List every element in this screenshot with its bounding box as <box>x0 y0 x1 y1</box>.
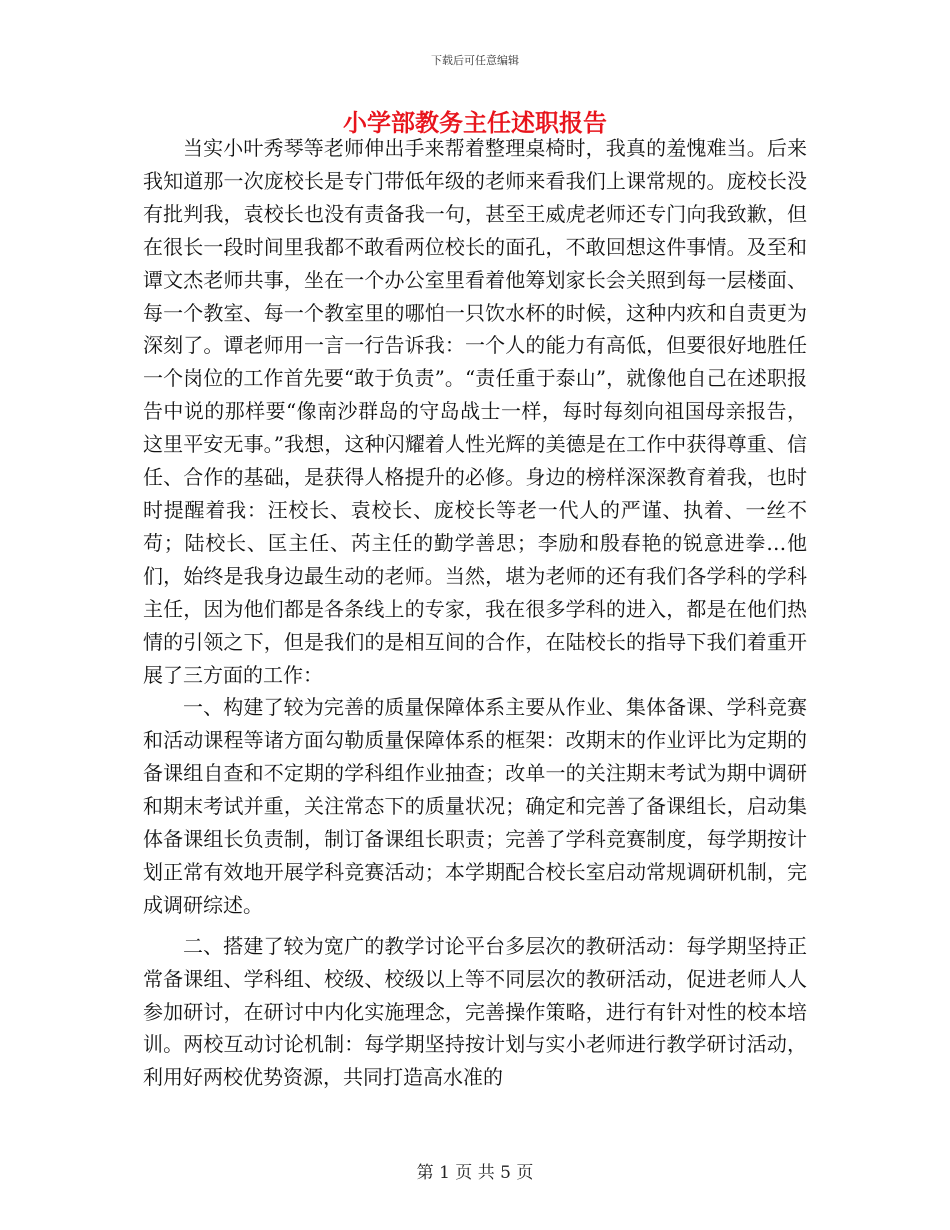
paragraph-quality-system: 一、构建了较为完善的质量保障体系主要从作业、集体备课、学科竞赛和活动课程等诸方面勾勒质量保障体系的框架：改期末的作业评比为定期的备课组自查和不定期的学科组作业抽查；改单一的关注期末考试为期中调研和期末考试并重，关注常态下的质量状况；确定和完善了备课组长，启动集体备课组长负责制，制订备课组长职责；完善了学科竞赛制度，每学期按计划正常有效地开展学科竞赛活动；本学期配合校长室启动常规调研机制，完成调研综述。 <box>143 695 807 917</box>
paragraph-intro: 当实小叶秀琴等老师伸出手来帮着整理桌椅时，我真的羞愧难当。后来我知道那一次庞校长是专门带低年级的老师来看我们上课常规的。庞校长没有批判我，袁校长也没有责备我一句，甚至王威虎老师还专门向我致歉，但在很长一段时间里我都不敢看两位校长的面孔，不敢回想这件事情。及至和谭文杰老师共事，坐在一个办公室里看着他筹划家长会关照到每一层楼面、每一个教室、每一个教室里的哪怕一只饮水杯的时候，这种内疚和自责更为深刻了。谭老师用一言一行告诉我：一个人的能力有高低，但要很好地胜任一个岗位的工作首先要“敢于负责”。“责任重于泰山”，就像他自己在述职报告中说的那样要“像南沙群岛的守岛战士一样，每时每刻向祖国母亲报告，这里平安无事。”我想，这种闪耀着人性光辉的美德是在工作中获得尊重、信任、合作的基础，是获得人格提升的必修。身边的榜样深深教育着我，也时时提醒着我：汪校长、袁校长、庞校长等老一代人的严谨、执着、一丝不苟；陆校长、匡主任、芮主任的勤学善思；李励和殷春艳的锐意进拳…他们，始终是我身边最生动的老师。当然，堪为老师的还有我们各学科的学科主任，因为他们都是各条线上的专家，我在很多学科的进入，都是在他们热情的引领之下，但是我们的是相互间的合作，在陆校长的指导下我们着重开展了三方面的工作： <box>143 136 807 687</box>
document-body <box>143 132 807 1094</box>
document-title: 小学部教务主任述职报告 <box>343 108 607 137</box>
page-number: 第 1 页 共 5 页 <box>416 1163 534 1183</box>
header-note: 下载后可任意编辑 <box>431 54 519 67</box>
paragraph-research-platform: 二、搭建了较为宽广的教学讨论平台多层次的教研活动：每学期坚持正常备课组、学科组、校级、校级以上等不同层次的教研活动，促进老师人人参加研讨，在研讨中内化实施理念，完善操作策略，进行有针对性的校本培训。两校互动讨论机制：每学期坚持按计划与实小老师进行教学研讨活动，利用好两校优势资源，共同打造高水准的 <box>143 933 807 1090</box>
